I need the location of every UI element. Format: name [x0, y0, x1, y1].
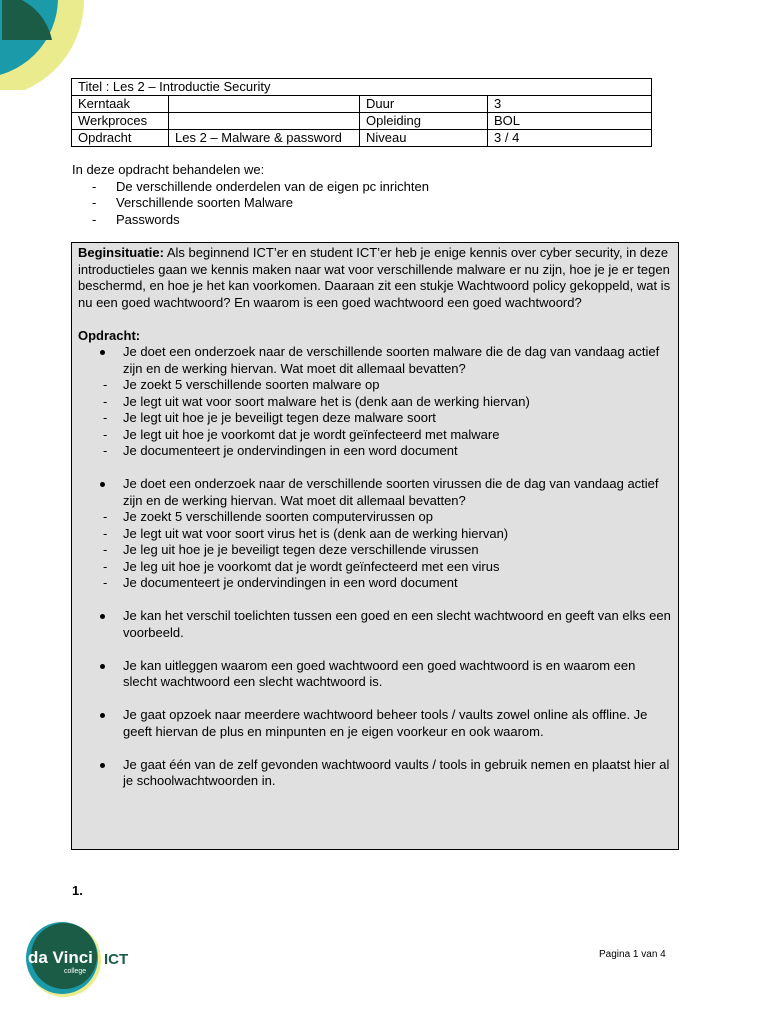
- logo-ict-text: ICT: [104, 951, 129, 968]
- sub-item: - Je legt uit hoe je je beveiligt tegen deze malware soort: [101, 410, 672, 427]
- list-item: - De verschillende onderdelen van de eigen pc inrichten: [72, 179, 429, 196]
- row-label: Niveau: [360, 130, 488, 147]
- lesson-info-table: [71, 78, 652, 147]
- row-label: Kerntaak: [72, 96, 169, 113]
- sub-item: - Je leg uit hoe je je beveiligt tegen deze verschillende virussen: [101, 542, 672, 559]
- sub-item: - Je legt uit wat voor soort virus het is (denk aan de werking hiervan): [101, 526, 672, 543]
- task-list: [78, 344, 672, 790]
- logo-main-text: da Vinci: [28, 948, 93, 967]
- task-item: [78, 658, 672, 691]
- task-item: [78, 476, 672, 592]
- intro-section: [72, 162, 429, 228]
- section-number: 1.: [72, 883, 83, 898]
- sub-item: - Je documenteert je ondervindingen in een word document: [101, 443, 672, 460]
- row-label: Opleiding: [360, 113, 488, 130]
- da-vinci-logo: [22, 918, 132, 998]
- task-text: Je doet een onderzoek naar de verschillende soorten virussen die de dag van vandaag actief zijn en de werking hiervan. Wat moet dit allemaal bevatten?: [123, 476, 659, 508]
- intro-list: [72, 179, 429, 229]
- sub-item: - Je legt uit wat voor soort malware het is (denk aan de werking hiervan): [101, 394, 672, 411]
- logo-small-text: college: [64, 968, 87, 975]
- lesson-title: Titel : Les 2 – Introductie Security: [72, 79, 652, 96]
- task-item: [78, 344, 672, 460]
- sub-list: [123, 509, 672, 592]
- sub-item: - Je zoekt 5 verschillende soorten computervirussen op: [101, 509, 672, 526]
- beginsituatie-text: Als beginnend ICT’er en student ICT’er heb je enige kennis over cyber security, in deze introductieles gaan we kennis maken naar wat voor verschillende malware er nu zijn, hoe je je er tegen beschermd, en hoe je het kan voorkomen. Daaraan zit een stukje Wachtwoord policy gekoppeld, wat is nu een goed wachtwoord? En waarom is een goed wachtwoord een goed wachtwoord?: [78, 245, 671, 310]
- sub-item: - Je zoekt 5 verschillende soorten malware op: [101, 377, 672, 394]
- table-row: [72, 79, 652, 96]
- page-number: Pagina 1 van 4: [599, 949, 666, 960]
- sub-item: - Je leg uit hoe je voorkomt dat je wordt geïnfecteerd met een virus: [101, 559, 672, 576]
- row-label: Werkproces: [72, 113, 169, 130]
- row-label: Opdracht: [72, 130, 169, 147]
- task-item: [78, 707, 672, 740]
- row-value: 3: [488, 96, 652, 113]
- beginsituatie-paragraph: [78, 245, 672, 311]
- task-text: Je gaat één van de zelf gevonden wachtwoord vaults / tools in gebruik nemen en plaatst hier al je schoolwachtwoorden in.: [123, 756, 670, 788]
- row-value: BOL: [488, 113, 652, 130]
- beginsituatie-label: Beginsituatie:: [78, 245, 164, 260]
- list-item: - Passwords: [72, 212, 429, 229]
- opdracht-label: Opdracht:: [78, 327, 141, 343]
- table-row: [72, 96, 652, 113]
- row-value: 3 / 4: [488, 130, 652, 147]
- intro-text: In deze opdracht behandelen we:: [72, 162, 265, 177]
- task-item: [78, 608, 672, 641]
- table-row: [72, 113, 652, 130]
- row-value: Les 2 – Malware & password: [169, 130, 360, 147]
- table-row: [72, 130, 652, 147]
- task-text: Je kan uitleggen waarom een goed wachtwoord een goed wachtwoord is en waarom een slecht wachtwoord een slecht wachtwoord is.: [123, 657, 636, 689]
- sub-item: - Je legt uit hoe je voorkomt dat je wordt geïnfecteerd met malware: [101, 427, 672, 444]
- task-text: Je doet een onderzoek naar de verschillende soorten malware die de dag van vandaag actief zijn en de werking hiervan. Wat moet dit allemaal bevatten?: [123, 344, 660, 376]
- assignment-box: [71, 242, 679, 850]
- list-item: - Verschillende soorten Malware: [72, 195, 429, 212]
- row-value: [169, 96, 360, 113]
- task-text: Je kan het verschil toelichten tussen een goed en een slecht wachtwoord en geeft van elks een voorbeeld.: [123, 608, 671, 640]
- sub-item: - Je documenteert je ondervindingen in een word document: [101, 575, 672, 592]
- task-text: Je gaat opzoek naar meerdere wachtwoord beheer tools / vaults zowel online als offline. Je geeft hiervan de plus en minpunten en je eigen voorkeur en ook waarom.: [123, 707, 648, 739]
- row-label: Duur: [360, 96, 488, 113]
- corner-decoration: [0, 0, 90, 90]
- sub-list: [123, 377, 672, 460]
- task-item: [78, 757, 672, 790]
- row-value: [169, 113, 360, 130]
